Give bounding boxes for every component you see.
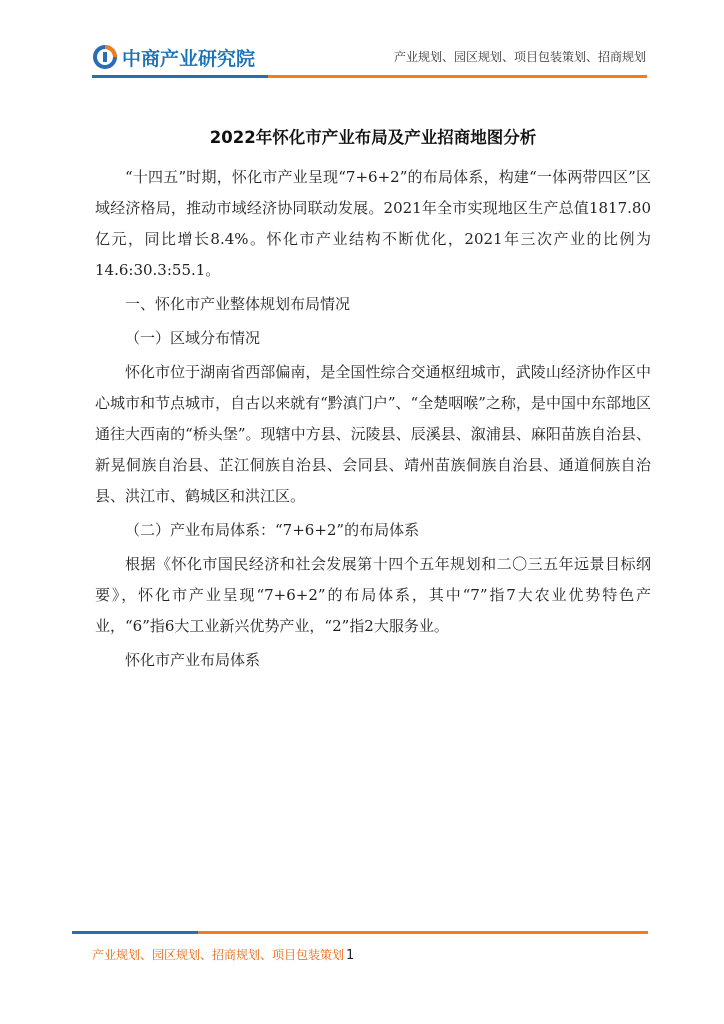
page-number: 1 xyxy=(346,948,355,963)
document-title: 2022年怀化市产业布局及产业招商地图分析 xyxy=(209,128,537,147)
system-paragraph: 根据《怀化市国民经济和社会发展第十四个五年规划和二〇三五年远景目标纲要》，怀化市产业呈现“7+6+2”的布局体系，其中“7”指7大农业优势特色产业，“6”指6大工业新兴优势产业，“2”指2大服务业。 xyxy=(95,555,651,635)
document-body xyxy=(95,126,651,676)
figure-caption: 怀化市产业布局体系 xyxy=(125,651,261,669)
intro-paragraph: “十四五”时期，怀化市产业呈现“7+6+2”的布局体系，构建“一体两带四区”区域经济格局，推动市域经济协同联动发展。2021年全市实现地区生产总值1817.80亿元，同比增长8.4%。怀化市产业结构不断优化，2021年三次产业的比例为14.6:30.3:55.1。 xyxy=(95,168,651,279)
section-heading: 一、怀化市产业整体规划布局情况 xyxy=(125,295,351,313)
page-header xyxy=(0,0,724,90)
region-paragraph: 怀化市位于湖南省西部偏南，是全国性综合交通枢纽城市，武陵山经济协作区中心城市和节点城市，自古以来就有“黔滇门户”、“全楚咽喉”之称，是中国中东部地区通往大西南的“桥头堡”。现辖中方县、沅陵县、辰溪县、溆浦县、麻阳苗族自治县、新晃侗族自治县、芷江侗族自治县、会同县、靖州苗族侗族自治县、通道侗族自治县、洪江市、鹤城区和洪江区。 xyxy=(95,363,651,505)
subsection-heading-system: （二）产业布局体系：“7+6+2”的布局体系 xyxy=(125,521,420,539)
logo xyxy=(92,41,255,73)
header-rule-blue xyxy=(92,75,268,78)
page-footer xyxy=(92,946,354,963)
subsection-heading-region: （一）区域分布情况 xyxy=(125,329,261,347)
footer-rule-blue xyxy=(72,931,198,934)
logo-icon xyxy=(92,44,118,70)
footer-tagline: 产业规划、园区规划、招商规划、项目包装策划 xyxy=(92,948,345,962)
footer-rule-orange xyxy=(198,931,648,934)
header-rule-orange xyxy=(268,75,647,78)
header-tagline: 产业规划、园区规划、项目包装策划、招商规划 xyxy=(393,50,646,64)
logo-text: 中商产业研究院 xyxy=(122,47,256,70)
